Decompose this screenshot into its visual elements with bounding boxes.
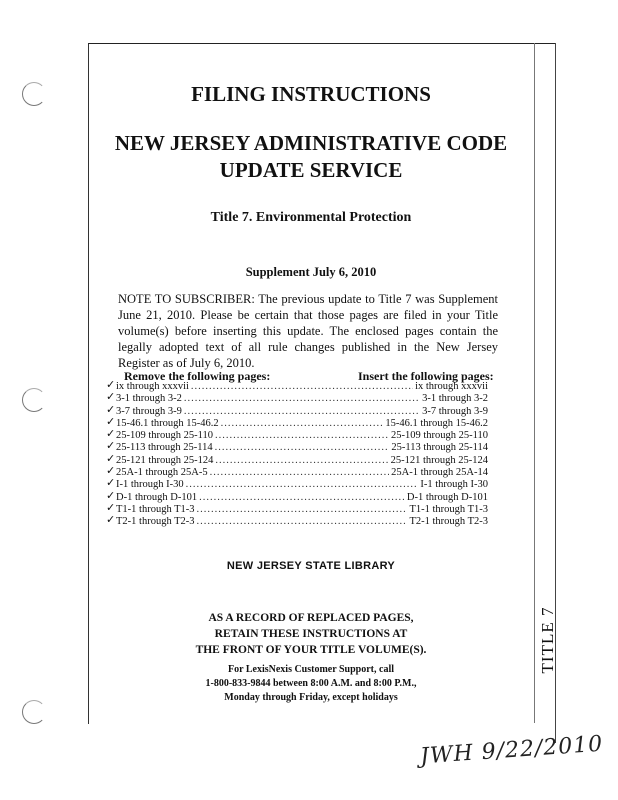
retain-line: THE FRONT OF YOUR TITLE VOLUME(S). <box>195 644 427 656</box>
check-mark-icon: ✓ <box>106 414 116 428</box>
support-info <box>88 663 534 705</box>
remove-pages: 3-7 through 3-9 <box>116 405 182 417</box>
table-row <box>106 500 488 516</box>
binder-hole-icon <box>22 700 46 724</box>
table-row <box>106 451 488 467</box>
check-mark-icon: ✓ <box>106 427 116 441</box>
table-row <box>106 414 488 430</box>
remove-header: Remove the following pages: <box>124 369 271 383</box>
remove-pages: 15-46.1 through 15-46.2 <box>116 417 219 429</box>
table-row <box>106 513 488 528</box>
retain-line: AS A RECORD OF REPLACED PAGES, <box>208 612 414 624</box>
remove-pages: 25-113 through 25-114 <box>116 442 213 454</box>
insert-pages: ix through xxxvii <box>415 381 488 392</box>
insert-pages: 25-113 through 25-114 <box>391 442 488 454</box>
insert-pages: 25-121 through 25-124 <box>390 454 488 466</box>
leader-dots <box>197 504 408 516</box>
insert-pages: 15-46.1 through 15-46.2 <box>385 417 488 429</box>
check-mark-icon: ✓ <box>106 378 116 391</box>
remove-pages: I-1 through I-30 <box>116 479 184 491</box>
table-row <box>106 427 488 442</box>
check-mark-icon: ✓ <box>106 500 116 514</box>
title-tab-label: TITLE 7 <box>538 606 557 674</box>
remove-pages: D-1 through D-101 <box>116 491 198 503</box>
table-row <box>106 464 488 479</box>
remove-pages: 3-1 through 3-2 <box>116 393 182 405</box>
support-line: For LexisNexis Customer Support, call <box>227 664 394 675</box>
check-mark-icon: ✓ <box>106 476 116 490</box>
leader-dots <box>186 479 419 491</box>
handwritten-initials-date: JWH 9/22/2010 <box>419 731 605 770</box>
title-subtitle: Title 7. Environmental Protection <box>210 210 412 225</box>
insert-pages: T2-1 through T2-3 <box>409 516 488 528</box>
insert-pages: T1-1 through T1-3 <box>409 503 488 515</box>
subscriber-note: NOTE TO SUBSCRIBER: The previous update to Title 7 was Supplement June 21, 2010. Please be certain that those pages are filed in your Title volume(s) before inserting this update. The enclosed pages contain the legally adopted text of all rule changes published in the New Jersey Register as of July 6, 2010. <box>118 292 498 370</box>
tab-divider <box>534 43 535 723</box>
support-line: Monday through Friday, except holidays <box>224 692 398 703</box>
code-heading-sub: UPDATE SERVICE <box>219 158 403 182</box>
remove-pages: 25-109 through 25-110 <box>116 430 214 442</box>
check-mark-icon: ✓ <box>106 451 116 465</box>
check-mark-icon: ✓ <box>106 513 116 527</box>
leader-dots <box>215 430 389 442</box>
retain-instructions <box>88 610 534 658</box>
binder-hole-icon <box>22 388 46 412</box>
table-row <box>106 402 488 418</box>
insert-pages: 3-1 through 3-2 <box>422 393 488 405</box>
insert-header: Insert the following pages: <box>358 369 494 383</box>
check-mark-icon: ✓ <box>106 464 116 478</box>
leader-dots <box>215 455 388 467</box>
library-stamp: NEW JERSEY STATE LIBRARY <box>226 560 396 572</box>
table-row <box>106 378 488 393</box>
page-title: FILING INSTRUCTIONS <box>191 82 431 106</box>
remove-pages: T1-1 through T1-3 <box>116 503 195 515</box>
leader-dots <box>199 492 405 504</box>
leader-dots <box>184 406 420 418</box>
binder-hole-icon <box>22 82 46 106</box>
leader-dots <box>191 381 413 393</box>
insert-pages: I-1 through I-30 <box>420 479 488 491</box>
check-mark-icon: ✓ <box>106 402 116 416</box>
leader-dots <box>184 393 420 405</box>
insert-pages: D-1 through D-101 <box>406 491 488 503</box>
support-line: 1-800-833-9844 between 8:00 A.M. and 8:00 P.M., <box>205 678 417 689</box>
leader-dots <box>215 442 390 454</box>
supplement-date: Supplement July 6, 2010 <box>245 265 377 279</box>
remove-pages: ix through xxxvii <box>116 381 189 392</box>
insert-pages: 25A-1 through 25A-14 <box>391 467 488 479</box>
check-mark-icon: ✓ <box>106 488 116 502</box>
table-row <box>106 439 488 454</box>
table-row <box>106 476 488 491</box>
leader-dots <box>197 516 408 528</box>
table-row <box>106 390 488 405</box>
table-row <box>106 488 488 504</box>
remove-pages: 25A-1 through 25A-5 <box>116 467 208 479</box>
remove-pages: T2-1 through T2-3 <box>116 516 195 528</box>
insert-pages: 3-7 through 3-9 <box>422 405 488 417</box>
page-list <box>106 378 488 529</box>
leader-dots <box>210 467 390 479</box>
check-mark-icon: ✓ <box>106 439 116 453</box>
check-mark-icon: ✓ <box>106 390 116 404</box>
code-heading: NEW JERSEY ADMINISTRATIVE CODE <box>114 131 508 155</box>
remove-pages: 25-121 through 25-124 <box>116 454 214 466</box>
retain-line: RETAIN THESE INSTRUCTIONS AT <box>214 628 408 640</box>
insert-pages: 25-109 through 25-110 <box>390 430 488 442</box>
leader-dots <box>221 418 384 430</box>
